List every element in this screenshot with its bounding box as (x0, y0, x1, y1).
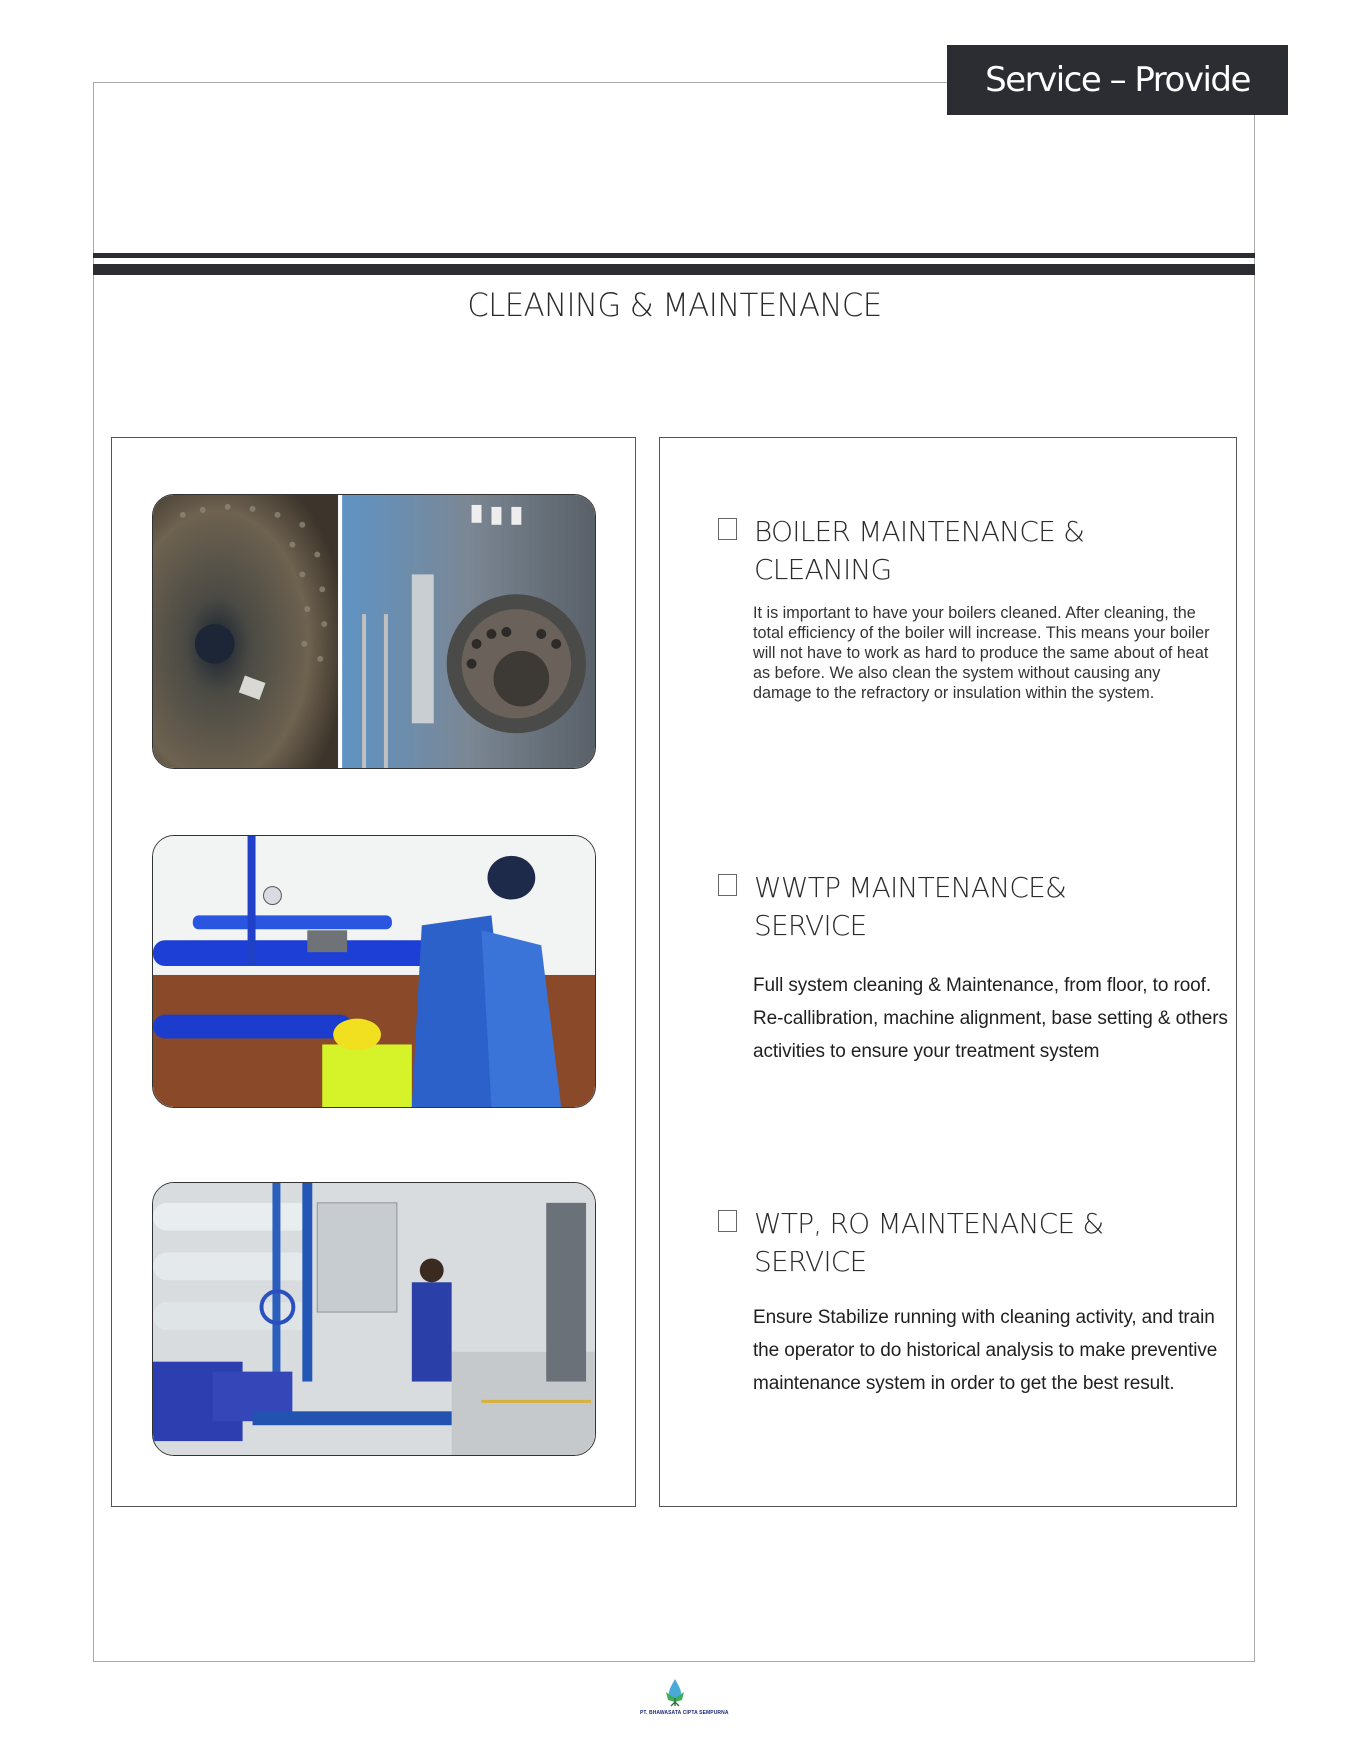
company-name: PT. BHAWASATA CIPTA SEMPURNA (640, 1710, 729, 1716)
company-logo (640, 1678, 729, 1723)
service-heading: WTP, RO MAINTENANCE & SERVICE (754, 1207, 1104, 1278)
header-divider-thick (93, 264, 1255, 275)
checkbox-icon (718, 874, 737, 896)
section-label (947, 45, 1288, 115)
page-title: CLEANING & MAINTENANCE (467, 286, 882, 324)
service-heading: BOILER MAINTENANCE & CLEANING (754, 515, 1085, 586)
section-label-text: Service – Provide (985, 60, 1250, 100)
service-description: Ensure Stabilize running with cleaning activity, and train the operator to do historical analysis to make preventive maintenance system in order to get the best result. (753, 1307, 1218, 1394)
boiler-cleaning-photo (152, 494, 596, 769)
service-heading: WWTP MAINTENANCE& SERVICE (754, 871, 1067, 942)
wtp-ro-maintenance-photo (152, 1182, 596, 1456)
checkbox-icon (718, 518, 737, 540)
service-description: Full system cleaning & Maintenance, from floor, to roof. Re-callibration, machine alignment, base setting & others activities to ensure your treatment system (753, 975, 1228, 1062)
service-description: It is important to have your boilers cleaned. After cleaning, the total efficiency of the boiler will increase. This means your boiler will not have to work as hard to produce the same about of heat as before. We also clean the system without causing any damage to the refractory or insulation within the system. (753, 604, 1210, 702)
checkbox-icon (718, 1210, 737, 1232)
header-divider-thin (93, 253, 1255, 258)
water-tree-icon (662, 1678, 688, 1708)
wwtp-maintenance-photo (152, 835, 596, 1108)
